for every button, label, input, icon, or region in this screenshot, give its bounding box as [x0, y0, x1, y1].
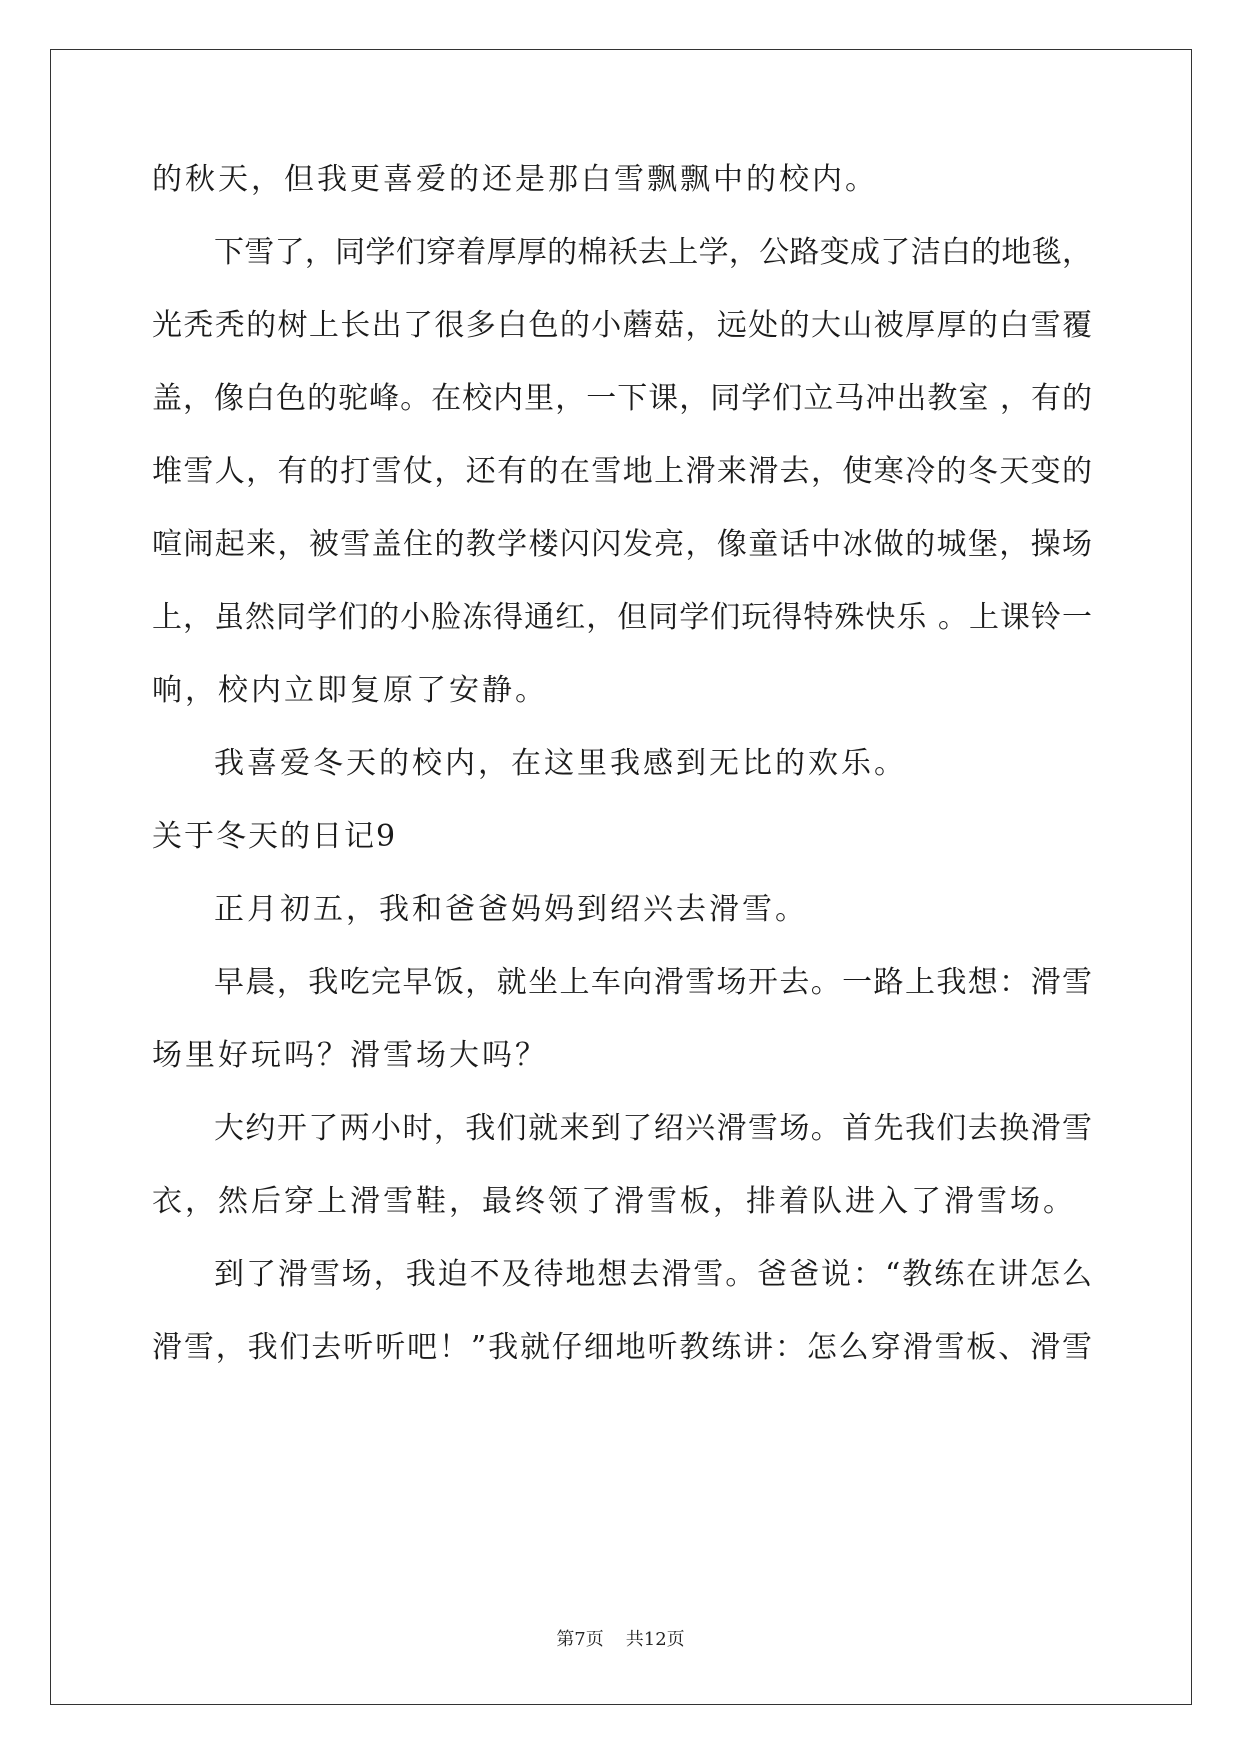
text-line: 场里好玩吗？滑雪场大吗？: [152, 1038, 548, 1073]
text-line: 光秃秃的树上长出了很多白色的小蘑菇，远处的大山被厚厚的白雪覆: [152, 308, 1092, 343]
paragraph-line: 早晨，我吃完早饭，就坐上车向滑雪场开去。一路上我想：滑雪: [214, 965, 1092, 1000]
paragraph-line: 大约开了两小时，我们就来到了绍兴滑雪场。首先我们去换滑雪: [214, 1111, 1092, 1146]
text-line: 滑雪，我们去听听吧！”我就仔细地听教练讲：怎么穿滑雪板、滑雪: [152, 1330, 1092, 1365]
text-line: 盖，像白色的驼峰。在校内里，一下课，同学们立马冲出教室 ，有的: [152, 381, 1092, 416]
page-border: [50, 49, 1192, 1705]
paragraph-line: 我喜爱冬天的校内，在这里我感到无比的欢乐。: [214, 746, 907, 781]
text-line: 响，校内立即复原了安静。: [152, 673, 548, 708]
page-footer: [0, 1628, 1241, 1652]
paragraph-line: 到了滑雪场，我迫不及待地想去滑雪。爸爸说：“教练在讲怎么: [214, 1257, 1092, 1292]
text-line: 喧闹起来，被雪盖住的教学楼闪闪发亮，像童话中冰做的城堡，操场: [152, 527, 1092, 562]
paragraph-line: 正月初五，我和爸爸妈妈到绍兴去滑雪。: [214, 892, 808, 927]
section-heading: 关于冬天的日记9: [152, 819, 398, 854]
text-line: 衣，然后穿上滑雪鞋，最终领了滑雪板，排着队进入了滑雪场。: [152, 1184, 1076, 1219]
paragraph-line: 下雪了，同学们穿着厚厚的棉袄去上学，公路变成了洁白的地毯，: [214, 235, 1092, 270]
text-line: 上，虽然同学们的小脸冻得通红，但同学们玩得特殊快乐 。上课铃一: [152, 600, 1092, 635]
text-line: 的秋天，但我更喜爱的还是那白雪飘飘中的校内。: [152, 162, 878, 197]
page-number: 第7页: [556, 1629, 604, 1650]
page-total: 共12页: [625, 1629, 685, 1650]
text-line: 堆雪人，有的打雪仗，还有的在雪地上滑来滑去，使寒冷的冬天变的: [152, 454, 1092, 489]
